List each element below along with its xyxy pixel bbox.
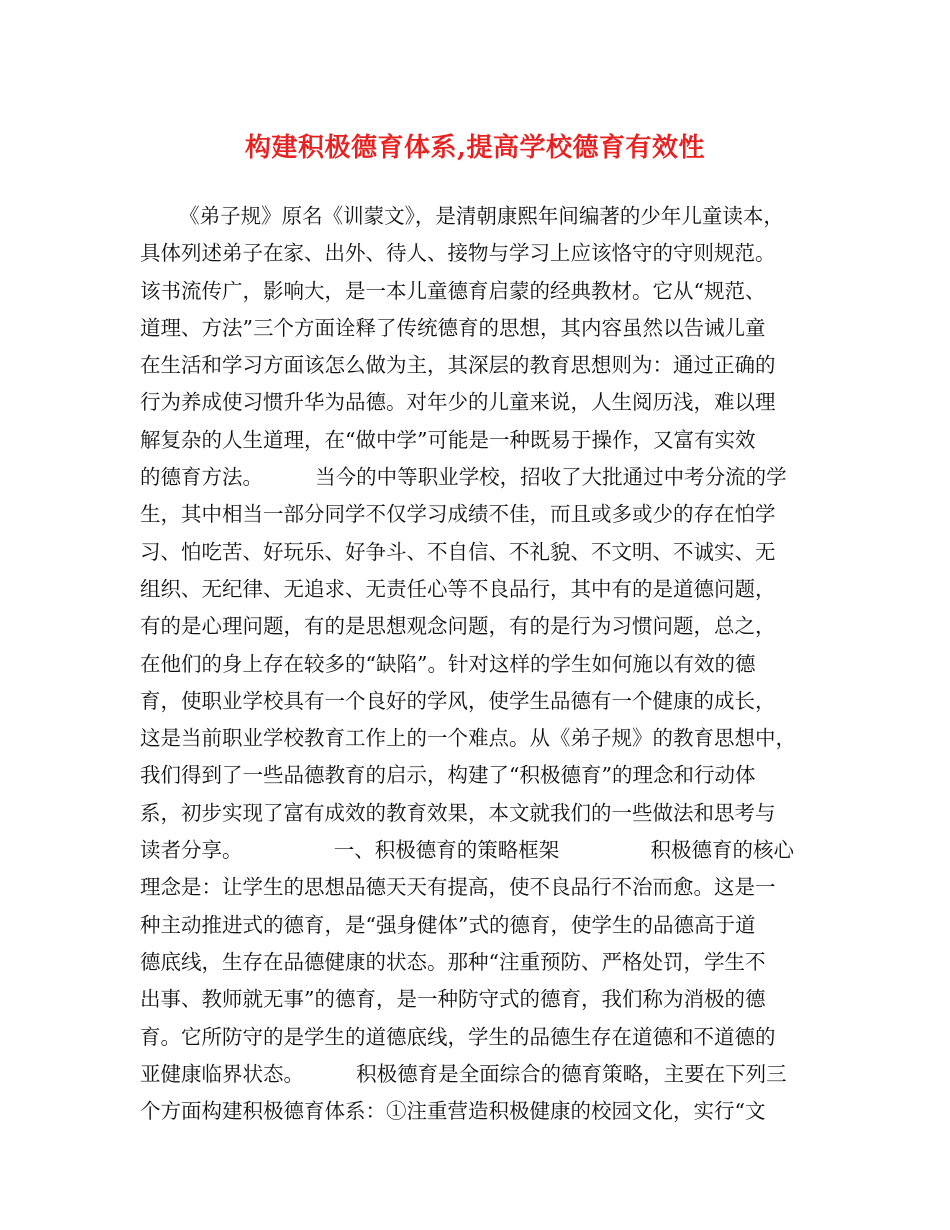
- text-line: 有的是心理问题，有的是思想观念问题，有的是行为习惯问题，总之，: [140, 614, 776, 639]
- text-line: 种主动推进式的德育，是“强身健体”式的德育，使学生的品德高于道: [140, 912, 756, 937]
- text-line: 组织、无纪律、无追求、无责任心等不良品行，其中有的是道德问题，: [140, 576, 776, 601]
- text-line: 出事、教师就无事”的德育，是一种防守式的德育，我们称为消极的德: [140, 987, 766, 1012]
- text-line: 生，其中相当一部分同学不仅学习成绩不佳，而且或多或少的存在怕学: [140, 502, 776, 527]
- text-line: 行为养成使习惯升华为品德。对年少的儿童来说，人生阅历浅，难以理: [140, 390, 776, 415]
- text-line: 亚健康临界状态。 积极德育是全面综合的德育策略，主要在下列三: [140, 1061, 787, 1086]
- text-line: 在他们的身上存在较多的“缺陷”。针对这样的学生如何施以有效的德: [140, 651, 756, 676]
- text-line: 理念是：让学生的思想品德天天有提高，使不良品行不治而愈。这是一: [140, 875, 776, 900]
- text-line: 在生活和学习方面该怎么做为主，其深层的教育思想则为：通过正确的: [140, 353, 776, 378]
- text-line: 系，初步实现了富有成效的教育效果，本文就我们的一些做法和思考与: [140, 800, 776, 825]
- text-line: 读者分享。 一、积极德育的策略框架 积极德育的核心: [140, 838, 794, 863]
- text-line: 个方面构建积极德育体系：①注重营造积极健康的校园文化，实行“文: [140, 1099, 766, 1124]
- text-line: 《弟子规》原名《训蒙文》，是清朝康熙年间编著的少年儿童读本，: [140, 204, 784, 228]
- text-line: 习、怕吃苦、好玩乐、好争斗、不自信、不礼貌、不文明、不诚实、无: [140, 539, 776, 564]
- text-line: 道理、方法”三个方面诠释了传统德育的思想，其内容虽然以告诫儿童: [140, 315, 766, 340]
- text-line: 这是当前职业学校教育工作上的一个难点。从《弟子规》的教育思想中，: [140, 726, 796, 751]
- text-line: 育。它所防守的是学生的道德底线，学生的品德生存在道德和不道德的: [140, 1024, 776, 1049]
- document-title: 构建积极德育体系,提高学校德育有效性: [244, 133, 706, 163]
- text-line: 的德育方法。 当今的中等职业学校，招收了大批通过中考分流的学: [140, 465, 787, 490]
- text-line: 该书流传广，影响大，是一本儿童德育启蒙的经典教材。它从“规范、: [140, 278, 766, 303]
- document-body: [140, 198, 830, 1130]
- text-line: 具体列述弟子在家、出外、待人、接物与学习上应该恪守的守则规范。: [140, 241, 776, 266]
- text-line: 解复杂的人生道理，在“做中学”可能是一种既易于操作，又富有实效: [140, 427, 756, 452]
- text-line: 我们得到了一些品德教育的启示，构建了“积极德育”的理念和行动体: [140, 763, 756, 788]
- text-line: 德底线，生存在品德健康的状态。那种“注重预防、严格处罚，学生不: [140, 949, 766, 974]
- text-line: 育，使职业学校具有一个良好的学风，使学生品德有一个健康的成长，: [140, 688, 776, 713]
